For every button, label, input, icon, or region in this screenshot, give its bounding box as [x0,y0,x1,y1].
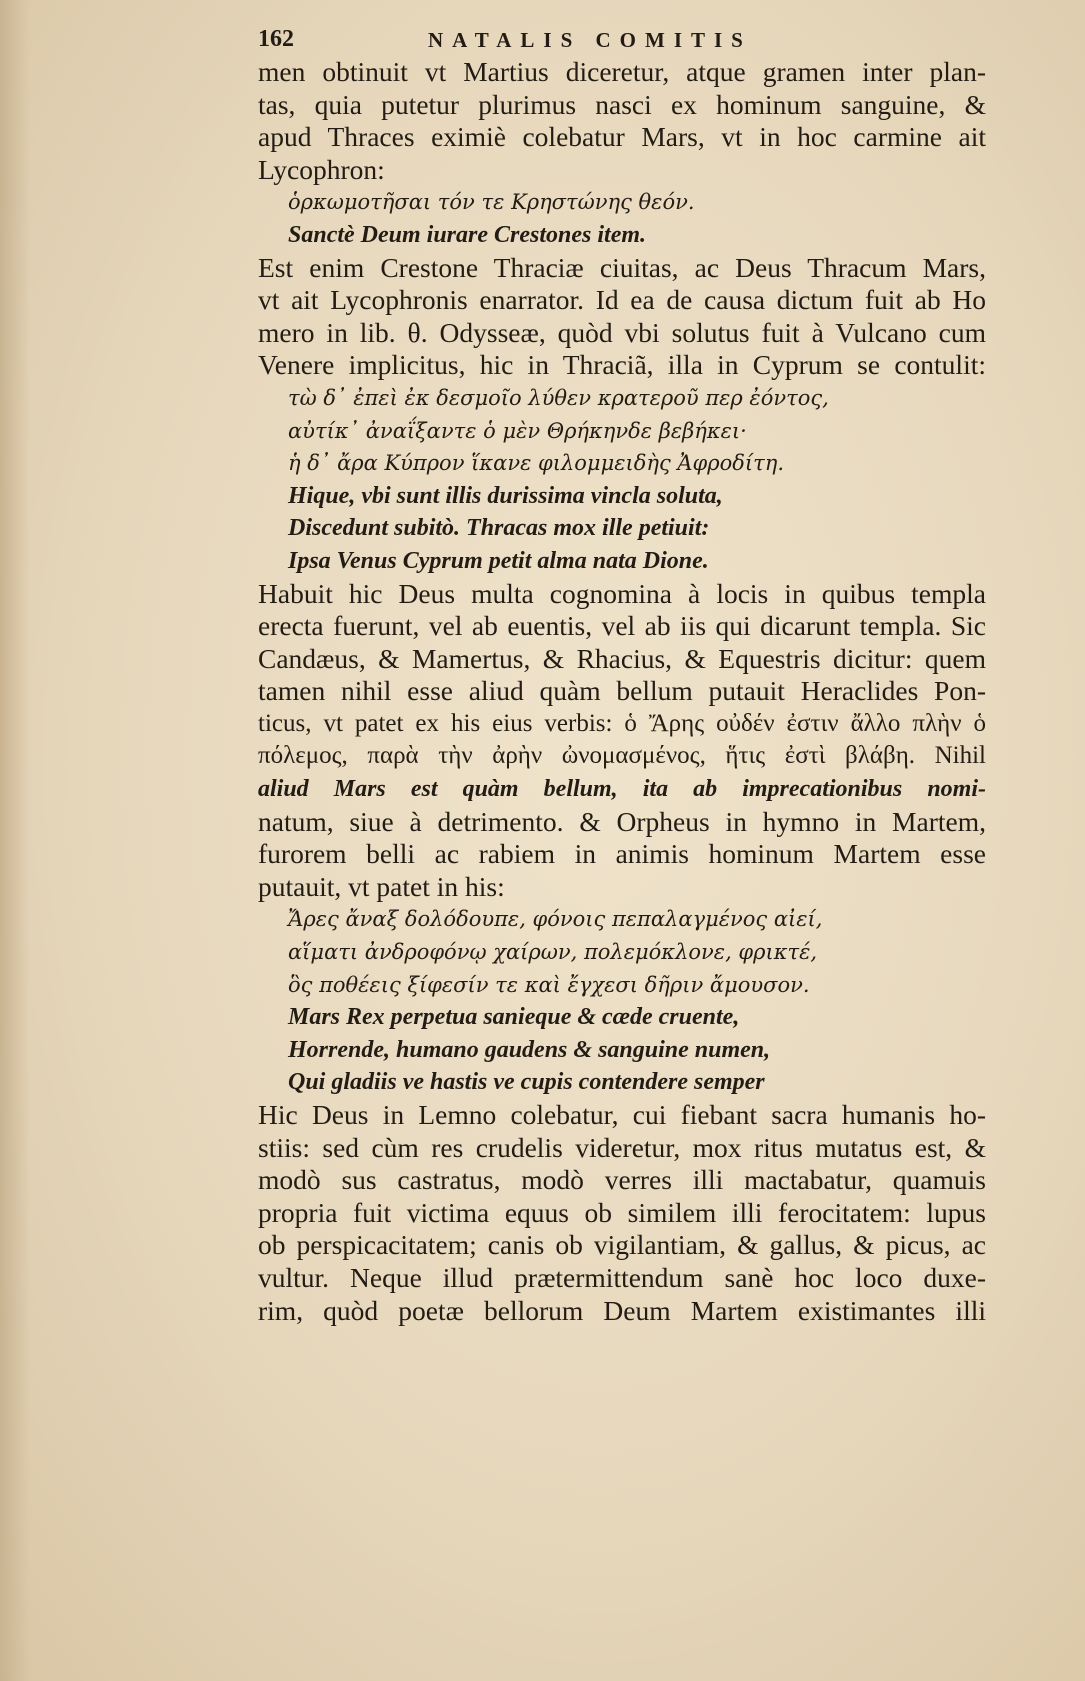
text-line: Est enim Crestone Thraciæ ciuitas, ac Deus Thracum Mars, [258,251,986,283]
text-line: stiis: sed cùm res crudelis videretur, mox ritus mutatus est, & [258,1131,986,1163]
text-line: Sanctè Deum iurare Crestones item. [288,221,647,248]
text-line: αἵματι ἀνδροφόνῳ χαίρων, πολεμόκλονε, φρικτέ, [288,940,818,965]
text-line: Lycophron: [258,153,385,185]
page-header [258,26,828,60]
running-title: NATALIS COMITIS [428,28,752,52]
text-line: modò sus castratus, modò verres illi mactabatur, quamuis [258,1164,986,1196]
text-line: mero in lib. θ. Odysseæ, quòd vbi solutus fuit à Vulcano cum [258,316,986,348]
text-line: aliud Mars est quàm bellum, ita ab imprecationibus nomi- [258,776,986,803]
text-line: Hic Deus in Lemno colebatur, cui fiebant sacra humanis ho- [258,1099,986,1130]
body-text [258,56,986,1327]
text-line: Discedunt subitò. Thracas mox ille petiuit: [288,515,710,542]
text-line: Ἄρες ἄναξ δολόδουπε, φόνοις πεπαλαγμένος αἰεί, [288,907,823,932]
text-line: vt ait Lycophronis enarrator. Id ea de causa dictum fuit ab Ho [258,284,986,316]
text-line: Hique, vbi sunt illis durissima vincla soluta, [288,482,723,509]
text-line: ὃς ποθέεις ξίφεσίν τε καὶ ἔγχεσι δῆριν ἄμουσον. [288,972,810,997]
text-line: tas, quia putetur plurimus nasci ex hominum sanguine, & [258,88,986,120]
text-line: tamen nihil esse aliud quàm bellum putauit Heraclides Pon- [258,675,986,707]
text-line: ὁρκωμοτῆσαι τόν τε Κρηστώνης θεόν. [288,190,695,215]
text-line: erecta fuerunt, vel ab euentis, vel ab iis qui dicarunt templa. Sic [258,610,986,642]
text-line: natum, siue à detrimento. & Orpheus in hymno in Martem, [258,805,986,837]
page-gutter-shadow [0,0,30,1681]
text-line: αὐτίκ᾽ ἀναΐξαντε ὁ μὲν Θρήκηνδε βεβήκει· [288,418,747,443]
text-line: Venere implicitus, hic in Thraciã, illa in Cyprum se contulit: [258,349,986,381]
text-line: apud Thraces eximiè colebatur Mars, vt in hoc carmine ait [258,121,986,153]
text-line: furorem belli ac rabiem in animis hominum Martem esse [258,838,986,870]
text-line: Mars Rex perpetua sanieque & cæde cruente, [288,1004,740,1031]
text-line: ticus, vt patet ex his eius verbis: ὁ Ἄρης οὐδέν ἐστιν ἄλλο πλὴν ὁ [258,709,986,737]
text-line: Habuit hic Deus multa cognomina à locis in quibus templa [258,577,986,609]
text-line: Ipsa Venus Cyprum petit alma nata Dione. [288,547,709,574]
text-line: ἡ δ᾽ ἄρα Κύπρον ἵκανε φιλομμειδὴς Ἀφροδίτη. [288,451,785,476]
page-number: 162 [258,26,294,52]
text-line: τὼ δ᾽ ἐπεὶ ἐκ δεσμοῖο λύθεν κρατεροῦ περ ἐόντος, [288,385,829,410]
text-line: Qui gladiis ve hastis ve cupis contendere semper [288,1069,765,1096]
text-line: men obtinuit vt Martius diceretur, atque gramen inter plan- [258,56,986,87]
text-line: Candæus, & Mamertus, & Rhacius, & Equestris dicitur: quem [258,642,986,674]
text-line: Horrende, humano gaudens & sanguine numen, [288,1036,771,1063]
text-line: rim, quòd poetæ bellorum Deum Martem existimantes illi [258,1294,986,1326]
text-line: ob perspicacitatem; canis ob vigilantiam, & gallus, & picus, ac [258,1229,986,1261]
text-line: propria fuit victima equus ob similem illi ferocitatem: lupus [258,1196,986,1228]
text-line: πόλεμος, παρὰ τὴν ἀρὴν ὠνομασμένος, ἥτις ἐστὶ βλάβη. Nihil [258,742,986,770]
text-line: vultur. Neque illud prætermittendum sanè hoc loco duxe- [258,1261,986,1293]
text-line: putauit, vt patet in his: [258,870,505,902]
